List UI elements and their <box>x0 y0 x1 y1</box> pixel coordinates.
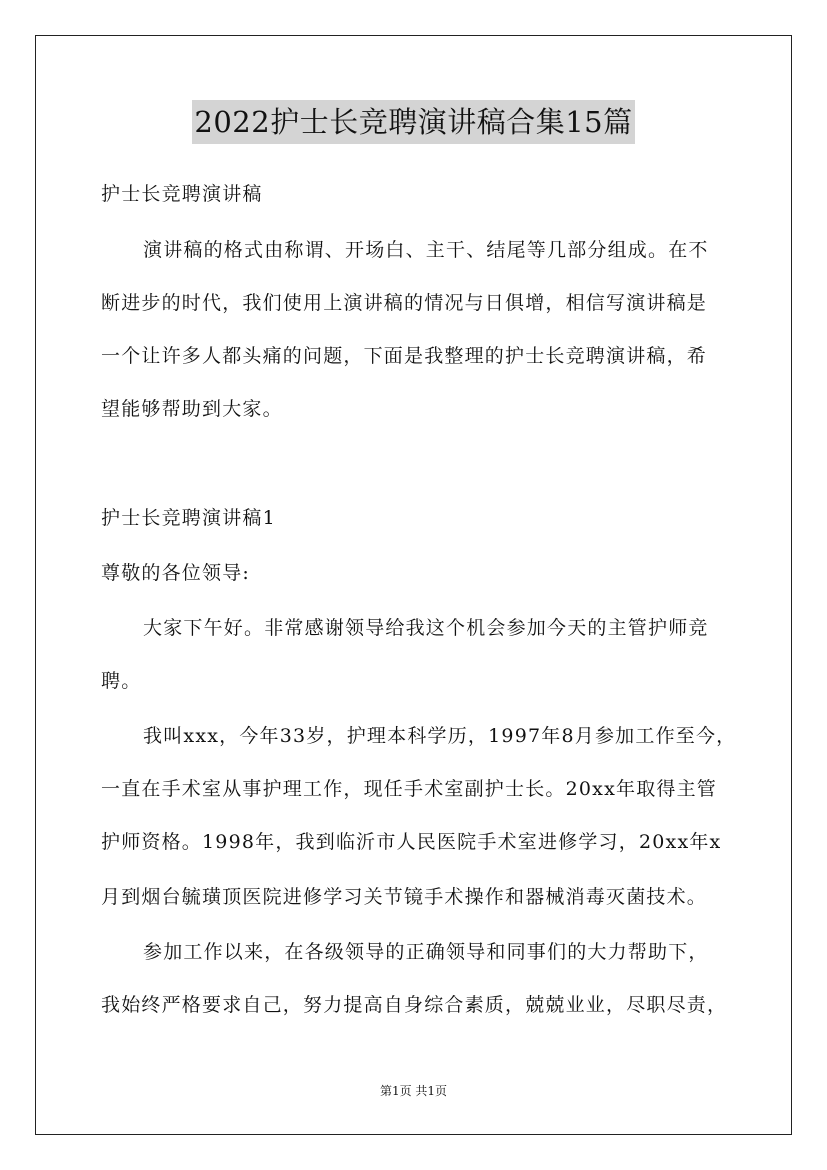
paragraph-line: 演讲稿的格式由称谓、开场白、主干、结尾等几部分组成。在不 <box>143 239 709 261</box>
section-heading: 护士长竞聘演讲稿 <box>101 183 263 205</box>
paragraph-line: 断进步的时代，我们使用上演讲稿的情况与日俱增，相信写演讲稿是 <box>101 292 708 314</box>
section-heading: 护士长竞聘演讲稿1 <box>101 507 276 529</box>
page-footer: 第1页 共1页 <box>379 1084 448 1098</box>
paragraph-line: 我叫xxx，今年33岁，护理本科学历，1997年8月参加工作至今， <box>143 725 737 747</box>
title-container <box>0 100 827 144</box>
paragraph-line: 护师资格。1998年，我到临沂市人民医院手术室进修学习，20xx年x <box>101 831 722 853</box>
paragraph-line: 我始终严格要求自己，努力提高自身综合素质，兢兢业业，尽职尽责， <box>101 994 728 1016</box>
paragraph-line: 大家下午好。非常感谢领导给我这个机会参加今天的主管护师竞 <box>143 617 709 639</box>
salutation: 尊敬的各位领导: <box>101 562 251 584</box>
paragraph-line: 一直在手术室从事护理工作，现任手术室副护士长。20xx年取得主管 <box>101 778 718 800</box>
paragraph-line: 参加工作以来，在各级领导的正确领导和同事们的大力帮助下， <box>143 941 709 963</box>
paragraph-line: 聘。 <box>101 670 142 692</box>
paragraph-line: 一个让许多人都头痛的问题，下面是我整理的护士长竞聘演讲稿，希 <box>101 345 708 367</box>
paragraph-line: 望能够帮助到大家。 <box>101 398 283 420</box>
document-title: 2022护士长竞聘演讲稿合集15篇 <box>192 100 634 144</box>
paragraph-line: 月到烟台毓璜顶医院进修学习关节镜手术操作和器械消毒灭菌技术。 <box>101 886 708 908</box>
